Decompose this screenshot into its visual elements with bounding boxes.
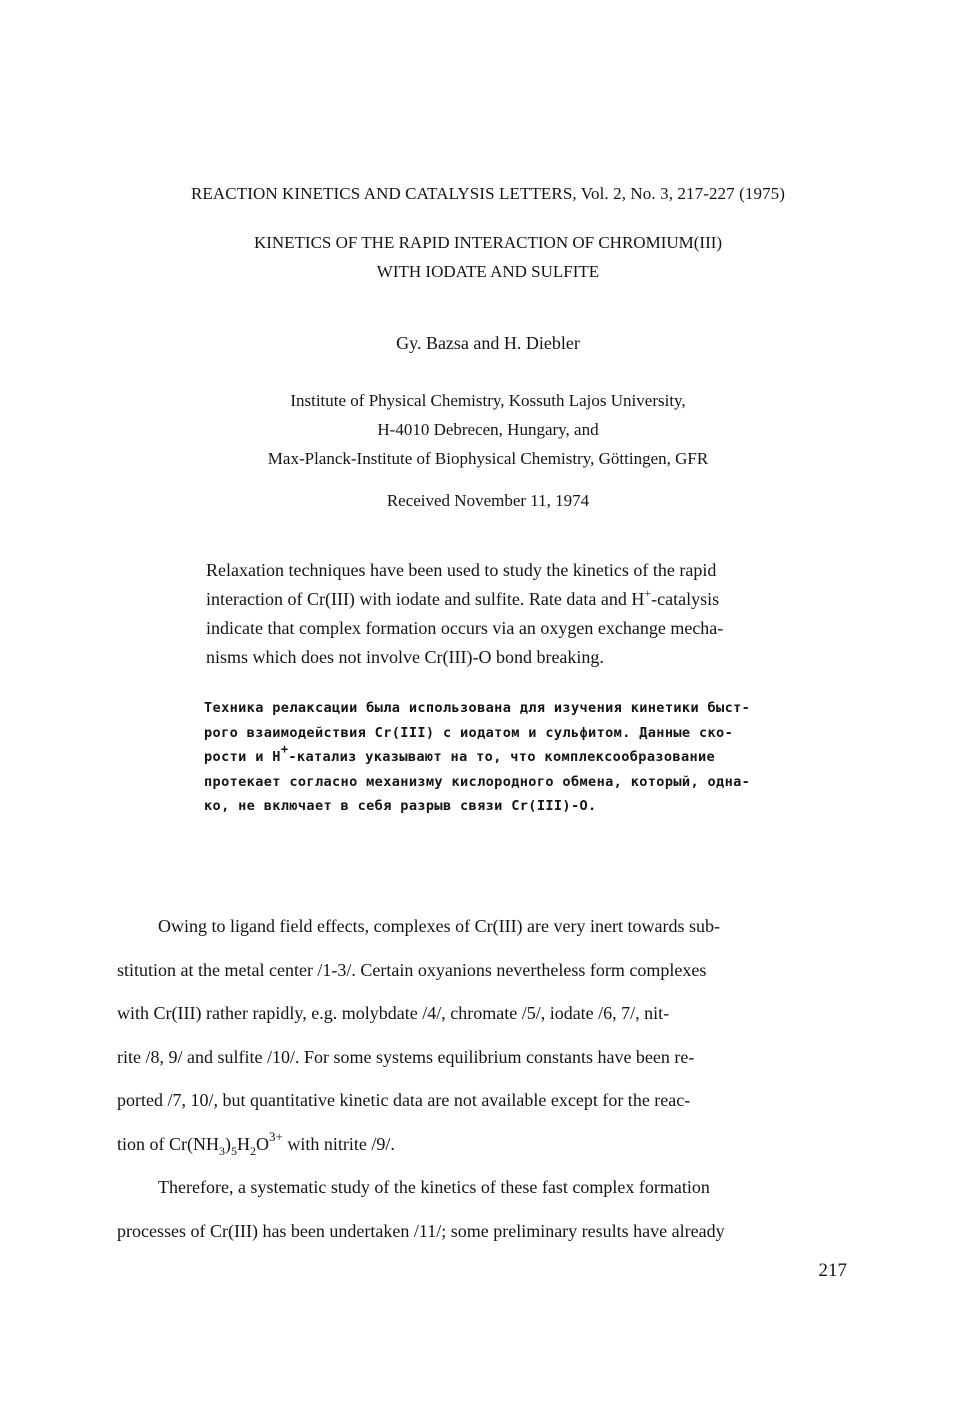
body-text-fragment: O	[256, 1133, 269, 1154]
abstract-en-text: -catalysis	[651, 589, 720, 609]
received-date: Received November 11, 1974	[386, 491, 590, 510]
body-line: with Cr(III) rather rapidly, e.g. molybdate /4/, chromate /5/, iodate /6, 7/, nit-	[117, 1003, 670, 1023]
article-title-line-2: WITH IODATE AND SULFITE	[376, 262, 600, 281]
abstract-ru-line	[204, 742, 904, 770]
superscript-plus: +	[644, 586, 652, 600]
abstract-ru-line: ко, не включает в себя разрыв связи Cr(III)-O.	[204, 798, 597, 814]
affiliation-line-3: Max-Planck-Institute of Biophysical Chemistry, Göttingen, GFR	[267, 449, 709, 468]
abstract-ru-text: -катализ указывают на то, что комплексообразование	[288, 749, 716, 765]
body-text-fragment: with nitrite /9/.	[282, 1133, 395, 1154]
body-line: processes of Cr(III) has been undertaken /11/; some preliminary results have already	[117, 1220, 725, 1241]
body-line: stitution at the metal center /1-3/. Certain oxyanions nevertheless form complexes	[117, 959, 707, 980]
body-line: ported /7, 10/, but quantitative kinetic data are not available except for the reac-	[117, 1090, 691, 1110]
superscript-charge: 3+	[269, 1128, 283, 1144]
abstract-en-text: interaction of Cr(III) with iodate and sulfite. Rate data and H	[206, 589, 645, 609]
abstract-en-line: Relaxation techniques have been used to study the kinetics of the rapid	[206, 560, 717, 580]
body-line-formula	[117, 1123, 847, 1167]
body-text-fragment: )	[225, 1133, 231, 1154]
body-line: Therefore, a systematic study of the kinetics of these fast complex formation	[158, 1177, 710, 1197]
page-number: 217	[818, 1260, 847, 1281]
abstract-ru-line: Техника релаксации была использована для изучения кинетики быст-	[204, 700, 751, 716]
subscript: 2	[250, 1143, 256, 1158]
body-text-fragment: H	[237, 1133, 250, 1154]
abstract-russian	[204, 696, 904, 819]
body-line: Owing to ligand field effects, complexes of Cr(III) are very inert towards sub-	[158, 916, 720, 936]
abstract-en-line	[206, 585, 846, 614]
affiliation-line-2: H-4010 Debrecen, Hungary, and	[377, 420, 599, 439]
abstract-en-line: indicate that complex formation occurs via an oxygen exchange mecha-	[206, 618, 724, 638]
journal-citation: REACTION KINETICS AND CATALYSIS LETTERS, Vol. 2, No. 3, 217-227 (1975)	[190, 184, 786, 203]
article-title-line-1: KINETICS OF THE RAPID INTERACTION OF CHROMIUM(III)	[253, 233, 723, 252]
subscript: 3	[219, 1143, 225, 1158]
abstract-english	[206, 556, 846, 672]
abstract-en-line: nisms which does not involve Cr(III)-O bond breaking.	[206, 647, 604, 667]
body-line: rite /8, 9/ and sulfite /10/. For some systems equilibrium constants have been re-	[117, 1046, 695, 1067]
body-text	[117, 905, 847, 1253]
abstract-ru-line: рого взаимодействия Cr(III) с иодатом и сульфитом. Данные ско-	[204, 724, 734, 741]
abstract-ru-text: рости и H	[204, 749, 281, 765]
superscript-plus: +	[280, 742, 289, 756]
subscript: 5	[231, 1143, 237, 1158]
authors: Gy. Bazsa and H. Diebler	[396, 333, 580, 353]
body-text-fragment: tion of Cr(NH	[117, 1133, 219, 1154]
affiliation-line-1: Institute of Physical Chemistry, Kossuth Lajos University,	[290, 391, 686, 410]
abstract-ru-line: протекает согласно механизму кислородного обмена, который, одна-	[204, 773, 751, 790]
